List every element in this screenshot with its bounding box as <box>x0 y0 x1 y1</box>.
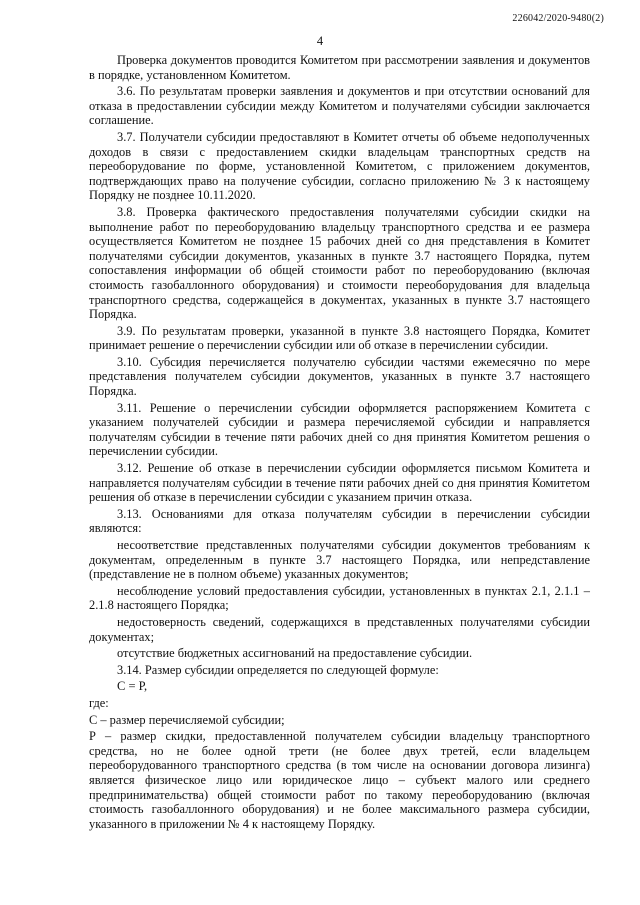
list-item: недостоверность сведений, содержащихся в представленных получателями субсидии документах; <box>89 614 590 644</box>
page-number: 4 <box>316 34 324 48</box>
paragraph-3-10: 3.10. Субсидия перечисляется получателю субсидии частями ежемесячно по мере представления получателем субсидии документов, указанных в пункте 3.7 настоящего Порядка. <box>89 354 590 399</box>
paragraph-3-11: 3.11. Решение о перечислении субсидии оформляется распоряжением Комитета с указанием получателей субсидии и размера перечисляемой субсидии и направляется получателям субсидии в течение пяти рабочих дней со дня принятия Комитетом решения о перечислении субсидии. <box>89 400 590 459</box>
paragraph-3-7: 3.7. Получатели субсидии предоставляют в Комитет отчеты об объеме недополученных доходов в связи с предоставлением скидки владельцам транспортных средств на переоборудование по форме, установленной Комитетом, с приложением документов, подтверждающих право на получение субсидии, согласно приложению № 3 к настоящему Порядку не позднее 10.11.2020. <box>89 129 590 203</box>
definition-c: С – размер перечисляемой субсидии; <box>89 712 285 727</box>
where-label: где: <box>89 695 109 710</box>
list-item: несоблюдение условий предоставления субсидии, установленных в пунктах 2.1, 2.1.1 – 2.1.8 настоящего Порядка; <box>89 583 590 613</box>
definition-p: Р – размер скидки, предоставленной получателем субсидии владельцу транспортного средства, но не более одной трети (не более двух третей, если владельцем переоборудованного транспортного средства (в том числе на основании договора лизинга) является физическое лицо или юридическое лицо – субъект малого или среднего предпринимательства) общей стоимости работ по такому переоборудованию (включая стоимость газобаллонного оборудования) и не более максимального размера субсидии, указанного в приложении № 4 к настоящему Порядку. <box>89 729 590 831</box>
paragraph: Проверка документов проводится Комитетом при рассмотрении заявления и документов в порядке, установленном Комитетом. <box>89 53 590 82</box>
paragraph-3-8: 3.8. Проверка фактического предоставления получателями субсидии скидки на выполнение работ по переоборудованию владельцу транспортного средства и ее размера осуществляется Комитетом не позднее 15 рабочих дней со дня представления в Комитет получателями субсидии документов, указанных в пункте 3.7 настоящего Порядка, путем сопоставления информации об общей стоимости работ по переоборудованию (включая стоимость газобаллонного оборудования) и стоимости переоборудования для владельца транспортного средства, содержащейся в документах, указанных в пункте 3.7 настоящего Порядка. <box>89 204 590 322</box>
paragraph-3-13: 3.13. Основаниями для отказа получателям субсидии в перечислении субсидии являются: <box>89 506 590 536</box>
document-number: 226042/2020-9480(2) <box>512 13 604 24</box>
list-item: несоответствие представленных получателями субсидии документов требованиям к документам, определенным в пункте 3.7 настоящего Порядка, или непредставление (представление не в полном объеме) указанных документов; <box>89 538 590 582</box>
document-body <box>89 53 590 833</box>
formula: С = Р, <box>117 679 148 694</box>
paragraph-3-12: 3.12. Решение об отказе в перечислении субсидии оформляется письмом Комитета и направляется получателям субсидии в течение пяти рабочих дней со дня принятия Комитетом решения об отказе в перечислении субсидии с указанием причин отказа. <box>89 461 590 505</box>
paragraph-3-9: 3.9. По результатам проверки, указанной в пункте 3.8 настоящего Порядка, Комитет принимает решение о перечислении субсидии или об отказе в перечислении субсидии. <box>89 323 590 353</box>
paragraph-3-14: 3.14. Размер субсидии определяется по следующей формуле: <box>117 662 439 677</box>
list-item: отсутствие бюджетных ассигнований на предоставление субсидии. <box>117 646 473 661</box>
paragraph-3-6: 3.6. По результатам проверки заявления и документов и при отсутствии оснований для отказа в предоставлении субсидии между Комитетом и получателями субсидии заключается соглашение. <box>89 84 590 128</box>
